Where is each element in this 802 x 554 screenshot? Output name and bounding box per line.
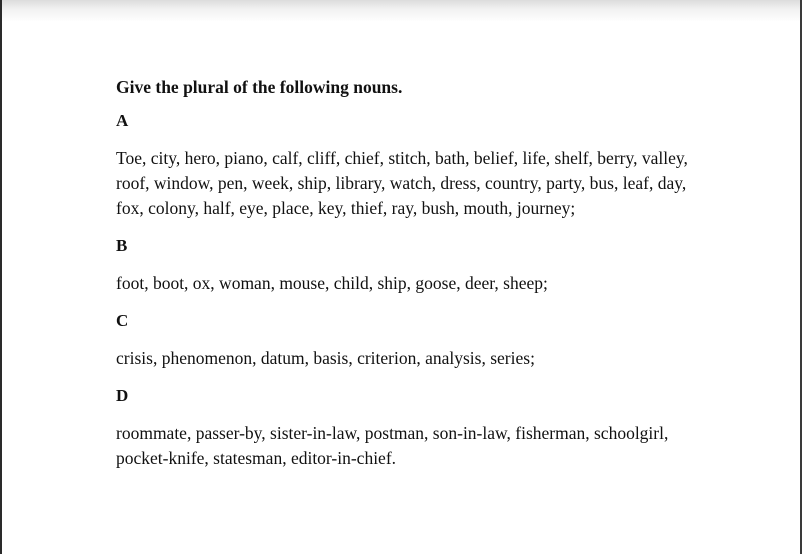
section-a-line-3: fox, colony, half, eye, place, key, thief, ray, bush, mouth, journey; <box>116 198 576 218</box>
viewer-top-shadow <box>0 0 802 22</box>
viewer-left-edge <box>0 0 2 554</box>
exercise-instruction: Give the plural of the following nouns. <box>116 77 403 97</box>
section-letter-a: A <box>116 111 129 130</box>
section-b-line-1: foot, boot, ox, woman, mouse, child, ship, goose, deer, sheep; <box>116 273 548 293</box>
section-letter-b: B <box>116 236 128 255</box>
section-a-line-1: Toe, city, hero, piano, calf, cliff, chief, stitch, bath, belief, life, shelf, berry, valley, <box>116 148 688 168</box>
section-a-line-2: roof, window, pen, week, ship, library, watch, dress, country, party, bus, leaf, day, <box>116 173 687 193</box>
section-c <box>116 310 756 371</box>
section-b <box>116 235 756 296</box>
section-letter-d: D <box>116 386 129 405</box>
section-d-text <box>116 421 756 471</box>
section-letter-c: C <box>116 311 129 330</box>
section-b-text <box>116 271 756 296</box>
section-c-text <box>116 346 756 371</box>
section-d <box>116 385 756 471</box>
section-a-text <box>116 146 756 221</box>
section-c-line-1: crisis, phenomenon, datum, basis, criterion, analysis, series; <box>116 348 535 368</box>
section-d-line-1: roommate, passer-by, sister-in-law, postman, son-in-law, fisherman, schoolgirl, <box>116 423 669 443</box>
section-a <box>116 110 756 221</box>
document-page <box>116 76 756 485</box>
section-d-line-2: pocket-knife, statesman, editor-in-chief. <box>116 448 397 468</box>
